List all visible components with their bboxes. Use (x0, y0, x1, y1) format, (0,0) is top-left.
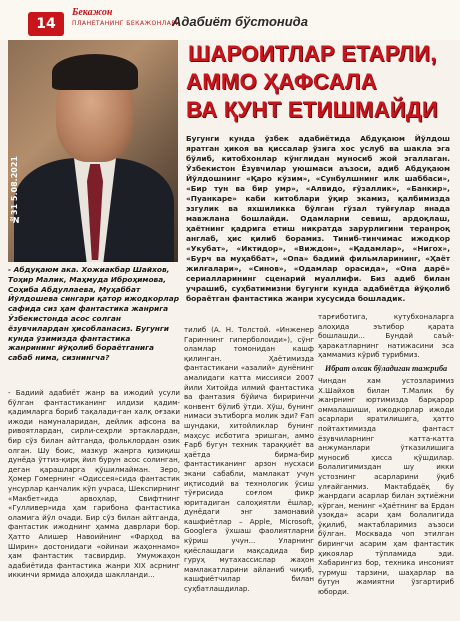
interview-question: - Абдуқаюм ака. Хожиакбар Шайхов, Тоҳир Малик, Маҳмуда Иброҳимова, Соҳиба Абдуллаева, Муҳаббат Йўлдошева сингари қатор ижодкорлар сафида сиз ҳам фантастика жанрига Ўзбекистонда асос солган ёзувчилардан ҳисобланасиз. Бугунги кунда ўзимизда фантастика жанрининг йўқолиб бораётганига сабаб нима, сизнингча? (8, 265, 179, 363)
subheading: Ибрат олсак бўладиган тажриба (324, 363, 448, 373)
headline-line-3: ВА ҚУНТ ЕТИШМАЙДИ (186, 97, 438, 122)
issue-number: №31 5.08.2021 (10, 156, 19, 224)
text-column-2: тилиб (А. Н. Толстой. «Инженер Гариннинг гиперболоиди»), сўнг оламлар томонидан кашф қилинган. Ҳаётимизда фантастикани «азалий» дунёнинг амалидаги катта миссияси 2007 йили Хитойда илмий фантастика ва фантазия бўйича бириринчи конвент бўлиб ўтди. Хўш, бунинг нимаси эътиборга молик эди? Ғап шундаки, хитойликлар бунинг маҳсус исботига эришган, аммо Ғарб бугун техник тараққиёт ва ҳаётда бирма-бир фантастиканинг арзон нусхаси экани сабабли, мамлакат учун иқтисодий ва технологик ўсиш тўғрисида соғлом фикр юритадиган салоҳиятли ёшлар, дунёдаги энг замонавий кашфиётлар – Apple, Microsoft, Googleга ўхшаш фаолиятларни кўриш учун... Уларнинг қиёслашдаги мақсадида бир гуруҳ мутахассислар жаҳон мамлакатларини айланиб чиқиб, кашфиётчилар билан суҳбатлашдилар. (184, 325, 314, 594)
column-3-top: тарғиботига, кутубхоналарга алоҳида эътибор қарата бошлашди... Бундай саъй-ҳаракатларнинг натижасини эса ҳаммамиз кўриб турибмиз. (318, 312, 454, 360)
top-bar (0, 0, 460, 40)
headline-line-1: ШАРОИТЛАР ЕТАРЛИ, (188, 41, 437, 66)
section-rubric: Адабиёт бўстонида (172, 14, 308, 29)
brand-subtitle: ПЛАНЕТАНИНГ БЕКАЖОНЛАРИ (72, 20, 181, 27)
column-3-body: Чиндан хам устозларимиз Х.Шайхов билан Т.Малик бу жанрнинг юртимизда барқарор оммалашиши, ижодкорлар ижоди асарлари яратилишига, ҳатто пойтахтимизда фантаст ёзувчиларнинг катта-катта анжуманлари ўтказилишига муносиб ҳисса қўшдилар. Болалигимиздан шу икки устознинг асарларини ўқиб улғайганмиз. Мактабдаёқ бу жанрдаги асарлар билан эҳтиёжни кўрган, менинг «Ҳаётнинг ва Ердан узоқда» асари ҳам болалигида ўқилиб, мактабларимиз аъзоси бўлган. Москвада чоп этилган бирингчи асарим ҳам фантастик ҳикоялар тўпламида эди. Хабарингиз бор, техника инсоният турмуш тарзини, шаҳарлар ва бутун жамиятни ўзгартириб юборди. (318, 375, 454, 597)
page-number: 14 (28, 12, 64, 36)
headline-line-2: АММО ҲАФСАЛА (186, 69, 377, 94)
text-column-1: - Бадиий адабиёт жанр ва ижодий усули бўлган фантастиканинг илдизи қадим-қадимларга бориб тақалади-ган халқ оғзаки ижоди намуналаридан, дейлик афсона ва ривоятлардан, сирли-сеҳрли эртаклардан, бир сўз билан айтганда, фольклордан озик олган. Шу боис, мазкур жанрга қизиқиш дунёда ўттиз-қирқ йил бурун асос солинган, деган қарашларга қўшилмайман. Зеро, Ҳомер Гомернинг «Одиссея»сида фантастик унсурлар қанчалик кўп учраса, Шекспирнинг «Макбет»ида арвоҳлар, Свифтнинг «Гулливер»ида ҳам гарибона фантастика оламига йўл очади. Бир сўз билан айтганда, фантастик ижоднинг ҳамма даврлари бор. Ҳатто Алишер Навоийнинг «Фарҳод ва Ширин» достонидаги «ойинаи жаҳоннамо» ҳам фантастик тасвирдир. Умумжаҳон адабиётида фантастика жанри XIX асрнинг иккинчи ярмида алоҳида шаклланди... (8, 388, 180, 580)
article-headline (186, 40, 454, 124)
article-lead: Бугунги кунда ўзбек адабиётида Абдуқаюм Йўлдош яратган ҳикоя ва қиссалар ўзига хос услуб ва шакла эга бўлиб, китобхонлар кўнглидан муносиб жой эгаллаган. Ўзбекистон Ёзувчилар уюшмаси аъзоси, адиб Абдуқаюм Йўлдошнинг «Қаро кўзим», «Сунбулшнинг илк шаббаси», «Бир тун ва бир умр», «Алвидо, ғўзаллик», «Банкир», «Пуанкаре» каби китоблари ўқир экамиз, қалбимизда эзгулик ва яхшиликка бўлган гўзал туйғулар янада мавжлана бошлайди. Одамларни севиш, ардоқлаш, ҳаётнинг қадрига етиш никратда зарурлигини теранроқ англаб, ҳис қилиб борамиз. Тиниб-тинчимас ижодкор «Укубат», «Иктидор», «Виждон», «Қадамлар», «Нигох», «Бурч ва муҳаббат», «Опа» бадиий фильмларининг, «Ҳаёт жилғалари», «Синов», «Одамлар орасида», «Она дарё» сериалларининг сценарий муаллифи. Биз адиб билан учрашиб, суҳбатимизни бугунги кунда адабиётда йўқолиб бораётган фантастика жанри хусусида бошладик. (186, 134, 450, 303)
text-column-3 (318, 312, 454, 618)
brand-logo: Бекажон (72, 7, 113, 18)
photo-hair (52, 54, 138, 90)
author-photo (8, 40, 178, 262)
